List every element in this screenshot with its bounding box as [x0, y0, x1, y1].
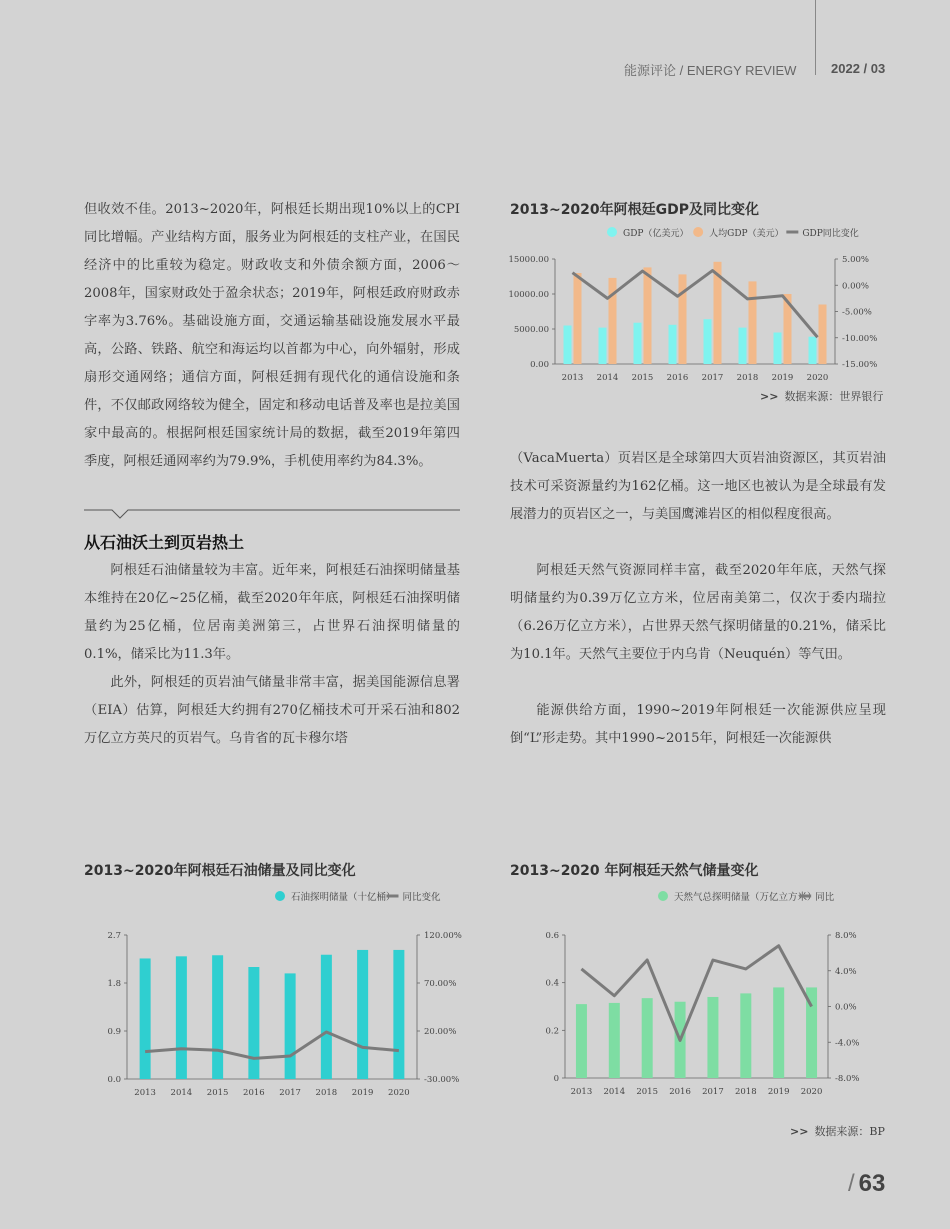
- x-tick-label: 2014: [603, 1087, 626, 1097]
- bar: [644, 267, 652, 364]
- right-tick-label: -8.0%: [835, 1074, 860, 1084]
- x-tick-label: 2020: [806, 373, 829, 383]
- x-tick-label: 2018: [736, 373, 759, 383]
- oil-chart: [80, 882, 500, 1107]
- x-tick-label: 2013: [570, 1087, 593, 1097]
- gdp-chart-title: 2013~2020年阿根廷GDP及同比变化: [510, 202, 760, 218]
- page-slash: /: [848, 1170, 855, 1197]
- bar: [609, 1003, 620, 1078]
- legend-label: 同比变化: [402, 892, 441, 903]
- bar: [809, 337, 817, 364]
- oil-chart-title: 2013~2020年阿根廷石油储量及同比变化: [84, 863, 356, 879]
- x-tick-label: 2017: [702, 1087, 724, 1097]
- right-tick-label: -10.00%: [842, 333, 878, 344]
- x-tick-label: 2018: [734, 1087, 757, 1097]
- left-tick-label: 5000.00: [513, 325, 549, 335]
- x-tick-label: 2020: [388, 1088, 410, 1098]
- bar: [248, 967, 259, 1079]
- legend-label: GDP（亿美元）: [623, 229, 689, 239]
- right-tick-label: 20.00%: [424, 1027, 457, 1037]
- right-tick-label: -15.00%: [842, 360, 878, 370]
- bar: [704, 319, 712, 364]
- bar: [576, 1004, 587, 1078]
- legend-label: GDP同比变化: [802, 229, 859, 239]
- right-tick-label: -4.0%: [835, 1038, 860, 1049]
- gdp-source: [760, 388, 883, 404]
- bar: [357, 950, 368, 1079]
- left-tick-label: 2.7: [107, 931, 121, 941]
- bar: [819, 305, 827, 365]
- bar: [679, 274, 687, 364]
- bar: [212, 955, 223, 1079]
- bar: [564, 326, 572, 365]
- source-arrow-icon: >>: [790, 1125, 809, 1138]
- legend-label: 石油探明储量（十亿桶）: [291, 892, 396, 903]
- bar: [599, 328, 607, 364]
- x-tick-label: 2015: [636, 1087, 659, 1097]
- header-divider: [815, 0, 816, 75]
- right-paragraph-1: （VacaMuerta）页岩区是全球第四大页岩油资源区，其页岩油技术可采资源量约为162亿桶。这一地区也被认为是全球最有发展潜力的页岩区之一，与美国鹰滩岩区的相似程度很高。: [510, 451, 886, 522]
- left-tick-label: 0.00: [530, 360, 549, 370]
- bar: [140, 958, 151, 1079]
- legend-label: 人均GDP（美元）: [709, 229, 784, 239]
- bp-source-text: 数据来源：BP: [814, 1125, 885, 1138]
- section-title: 从石油沃土到页岩热土: [84, 533, 245, 552]
- legend-label: 同比: [815, 892, 835, 903]
- right-tick-label: -30.00%: [424, 1075, 460, 1085]
- right-tick-label: 8.0%: [835, 931, 857, 941]
- x-tick-label: 2020: [800, 1087, 823, 1097]
- x-tick-label: 2019: [351, 1088, 374, 1098]
- bar: [393, 950, 404, 1079]
- left-tick-label: 0: [553, 1074, 559, 1084]
- left-paragraph-3: 此外，阿根廷的页岩油气储量非常丰富，据美国能源信息署（EIA）估算，阿根廷大约拥有270亿桶技术可开采石油和802万亿立方英尺的页岩气。乌肯省的瓦卡穆尔塔: [84, 675, 460, 746]
- x-tick-label: 2019: [771, 373, 794, 383]
- gas-chart: [505, 882, 915, 1107]
- right-tick-label: -5.00%: [842, 307, 872, 318]
- magazine-name: 能源评论 / ENERGY REVIEW: [624, 63, 797, 78]
- gdp-source-text: 数据来源：世界银行: [784, 390, 884, 403]
- x-tick-label: 2016: [666, 373, 689, 383]
- right-tick-label: 70.00%: [424, 979, 457, 989]
- left-tick-label: 0.4: [545, 978, 559, 989]
- left-paragraph-1: 但收效不佳。2013~2020年，阿根廷长期出现10%以上的CPI同比增幅。产业结构方面，服务业为阿根廷的支柱产业，在国民经济中的比重较为稳定。财政收支和外债余额方面，2006～2008年，国家财政处于盈余状态；2019年，阿根廷政府财政赤字率为3.76%。基础设施方面，交通运输基础设施发展水平最高，公路、铁路、航空和海运均以首都为中心，向外辐射，形成扇形交通网络；通信方面，阿根廷拥有现代化的通信设施和条件，不仅邮政网络较为健全，固定和移动电话普及率也是拉美国家中最高的。根据阿根廷国家统计局的数据，截至2019年第四季度，阿根廷通网率约为79.9%，手机使用率约为84.3%。: [84, 202, 460, 469]
- page-number: [848, 1170, 885, 1198]
- bar: [574, 273, 582, 364]
- bar: [773, 987, 784, 1078]
- x-tick-label: 2016: [669, 1087, 691, 1097]
- section-divider: [84, 505, 460, 521]
- x-tick-label: 2013: [561, 373, 584, 383]
- left-tick-label: 0.0: [107, 1075, 121, 1085]
- left-tick-label: 0.9: [107, 1027, 121, 1037]
- x-tick-label: 2019: [767, 1087, 790, 1097]
- right-tick-label: 0.00%: [842, 281, 870, 292]
- x-tick-label: 2017: [279, 1088, 301, 1098]
- left-paragraph-2: 阿根廷石油储量较为丰富。近年来，阿根廷石油探明储量基本维持在20亿~25亿桶，截至2020年年底，阿根廷石油探明储量约为25亿桶，位居南美洲第三，占世界石油探明储量的0.1%，储采比为11.3年。: [84, 563, 460, 662]
- gas-chart-title: 2013~2020 年阿根廷天然气储量变化: [510, 863, 759, 879]
- bar: [321, 955, 332, 1079]
- left-tick-label: 10000.00: [508, 290, 549, 300]
- bar: [176, 956, 187, 1079]
- issue-number: 2022 / 03: [831, 61, 886, 76]
- bar: [642, 998, 653, 1078]
- legend-swatch: [658, 891, 668, 901]
- bar: [669, 325, 677, 364]
- x-tick-label: 2015: [206, 1088, 229, 1098]
- bar: [634, 323, 642, 364]
- legend-swatch: [607, 227, 617, 237]
- gdp-chart: [500, 222, 920, 387]
- bar: [774, 333, 782, 365]
- page-number-value: 63: [858, 1170, 886, 1197]
- right-tick-label: 0.0%: [835, 1002, 857, 1013]
- x-tick-label: 2014: [170, 1088, 193, 1098]
- left-tick-label: 1.8: [107, 979, 121, 989]
- bp-source: [790, 1123, 885, 1139]
- x-tick-label: 2017: [701, 373, 724, 383]
- x-tick-label: 2014: [596, 373, 619, 383]
- left-tick-label: 0.2: [545, 1026, 559, 1037]
- left-tick-label: 15000.00: [508, 255, 549, 265]
- legend-label: 天然气总探明储量（万亿立方米）: [674, 892, 817, 903]
- bar: [285, 973, 296, 1079]
- legend-swatch: [693, 227, 703, 237]
- x-tick-label: 2016: [243, 1088, 265, 1098]
- x-tick-label: 2015: [631, 373, 654, 383]
- bar: [707, 997, 718, 1078]
- source-arrow-icon: >>: [760, 390, 779, 403]
- right-tick-label: 4.0%: [835, 966, 857, 977]
- bar: [749, 281, 757, 364]
- bar: [739, 328, 747, 364]
- right-tick-label: 5.00%: [842, 255, 870, 265]
- x-tick-label: 2018: [315, 1088, 338, 1098]
- bar: [740, 993, 751, 1078]
- right-tick-label: 120.00%: [424, 931, 462, 941]
- right-paragraph-3: 能源供给方面，1990~2019年阿根廷一次能源供应呈现倒“L”形走势。其中1990~2015年，阿根廷一次能源供: [510, 703, 886, 746]
- right-paragraph-2: 阿根廷天然气资源同样丰富，截至2020年年底，天然气探明储量约为0.39万亿立方米，位居南美第二，仅次于委内瑞拉（6.26万亿立方米），占世界天然气探明储量的0.21%，储采比为10.1年。天然气主要位于内乌肯（Neuquén）等气田。: [510, 563, 886, 662]
- x-tick-label: 2013: [134, 1088, 156, 1098]
- legend-swatch: [275, 891, 285, 901]
- left-tick-label: 0.6: [545, 931, 559, 941]
